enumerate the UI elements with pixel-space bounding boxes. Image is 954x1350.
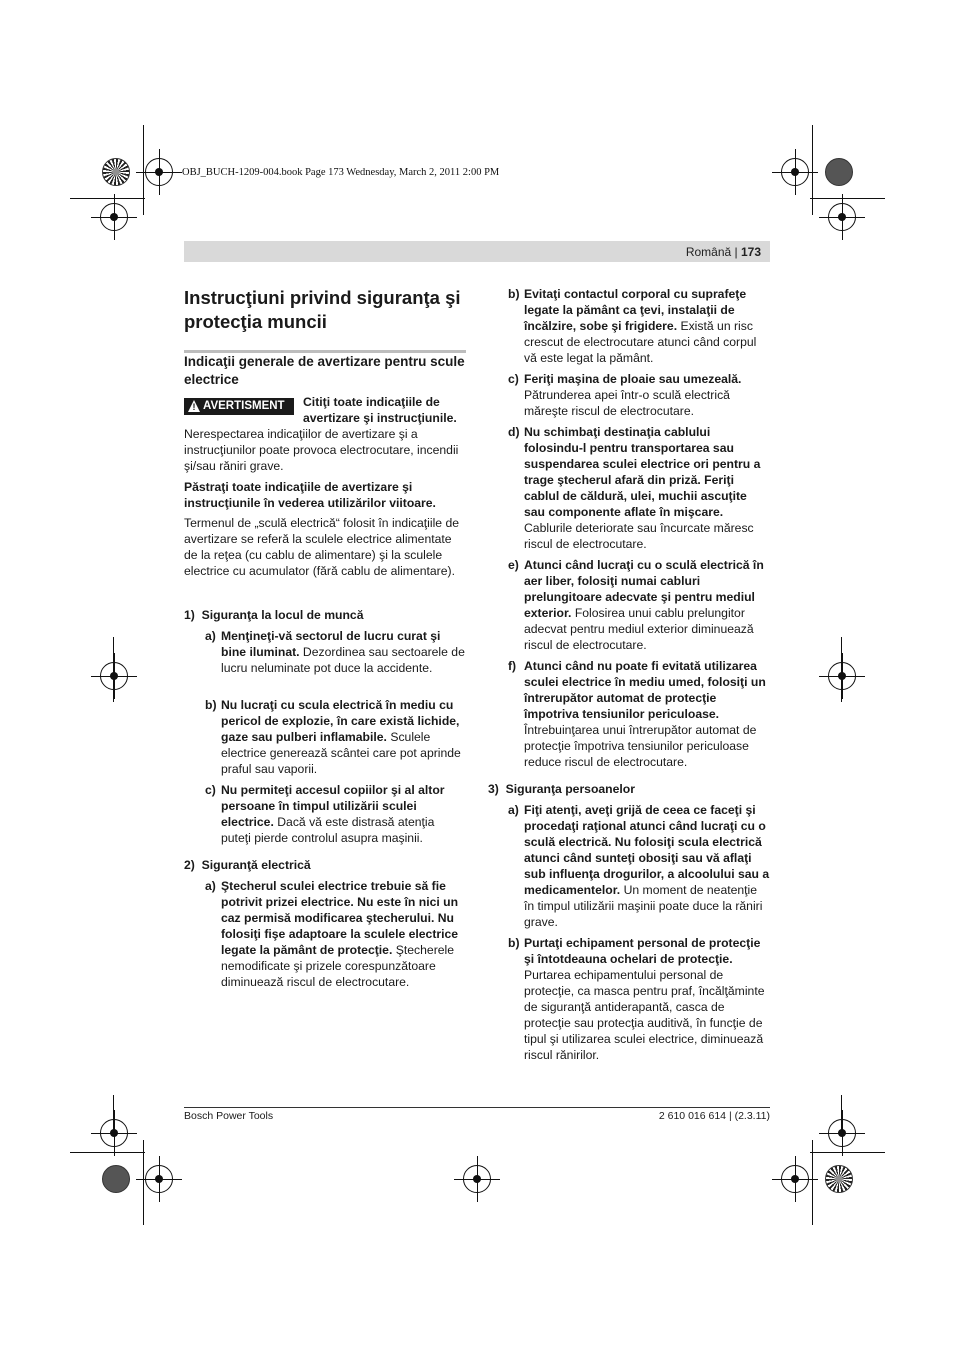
list-item: e) Atunci când lucraţi cu o sculă electrică în aer liber, folosiţi numai cabluri prelungitoare adecvate şi pentru mediul exterior. Folosirea unui cablu prelungitor adecvat pentru mediul exterior diminuează riscul de electrocutare. bbox=[508, 558, 764, 652]
crop-mark bbox=[841, 1095, 842, 1135]
crop-mark bbox=[841, 637, 842, 702]
crosshair-icon bbox=[828, 1119, 856, 1147]
crop-mark bbox=[113, 637, 114, 702]
crosshair-icon bbox=[145, 1165, 173, 1193]
crop-mark bbox=[810, 1152, 885, 1153]
crosshair-icon bbox=[100, 1119, 128, 1147]
keep-instructions: Păstraţi toate indicaţiile de avertizare şi instrucţiunile în vederea utilizărilor viitoare. bbox=[184, 480, 436, 510]
warning-text: Nerespectarea indicaţiilor de avertizare şi a instrucţiunilor poate provoca electrocutare, incendii şi/sau răniri grave. bbox=[184, 427, 459, 473]
list-item: c) Feriţi maşina de ploaie sau umezeală. Pătrunderea apei într-o sculă electrică măreşte riscul de electrocutare. bbox=[508, 372, 742, 418]
footer-brand: Bosch Power Tools bbox=[184, 1110, 274, 1122]
crosshair-icon bbox=[781, 158, 809, 186]
header-text bbox=[686, 245, 761, 259]
definition-text: Termenul de „sculă electrică“ folosit în indicaţiile de avertizare se referă la sculele electrice alimentate de la reţea (cu cablu de alimentare) şi la sculele electrice cu acumulator (fără cablu de alimentare). bbox=[184, 516, 460, 578]
page-header bbox=[184, 241, 770, 262]
section-title: Indicaţii generale de avertizare pentru scule electrice bbox=[184, 354, 465, 387]
crosshair-icon bbox=[145, 158, 173, 186]
list-item: f) Atunci când nu poate fi evitată utilizarea sculei electrice în mediu umed, folosiţi un întrerupător automat de protecţie împotriva tensiunilor periculoase. Întrebuinţarea unui întrerupător automat de protecţie împotriva tensiunilor periculoase reduce riscul de electrocutare. bbox=[508, 659, 766, 769]
crop-mark bbox=[812, 125, 813, 215]
crosshair-icon bbox=[781, 1165, 809, 1193]
list-item: a) Ştecherul sculei electrice trebuie să fie potrivit prizei electrice. Nu este în nici un caz permisă modificarea ştecherului. Nu folosiţi fişe adaptoare la sculele electrice legate la pământ de protecţie. Ştecherele nemodificate şi prizele corespunzătoare diminuează riscul de electrocutare. bbox=[205, 879, 459, 989]
crosshair-icon bbox=[100, 203, 128, 231]
header-language: Română bbox=[685, 245, 732, 259]
list-item: c) Nu permiteţi accesul copiilor şi al altor persoane în timpul utilizării sculei electrice. Dacă vă este distrasă atenţia puteţi pierde controlul asupra maşinii. bbox=[205, 783, 445, 845]
footer-divider bbox=[184, 1107, 770, 1108]
warning-badge-label: AVERTISMENT bbox=[203, 400, 285, 412]
list-item: b) Purtaţi echipament personal de protecţie şi întotdeauna ochelari de protecţie. Purtarea echipamentului personal de protecţie, ca masca pentru praf, încălţăminte de siguranţă antiderapantă, casca de protecţie sau protecţia auditivă, în funcţie de tipul şi utilizarea sculei electrice, diminuează riscul rănirilor. bbox=[508, 936, 765, 1062]
header-separator: | bbox=[731, 245, 741, 259]
registration-rosette-icon bbox=[825, 158, 853, 186]
crop-mark bbox=[810, 198, 885, 199]
section-heading: 2) Siguranţă electrică bbox=[184, 858, 311, 872]
section-heading: 3) Siguranţa persoanelor bbox=[488, 782, 635, 796]
crosshair-icon bbox=[463, 1165, 491, 1193]
list-item: a) Menţineţi-vă sectorul de lucru curat şi bine iluminat. Dezordinea sau sectoarele de lucru neluminate pot duce la accidente. bbox=[205, 629, 465, 675]
crop-mark bbox=[70, 198, 145, 199]
warning-lead: Citiţi toate indicaţiile de avertizare şi instrucţiunile. bbox=[303, 395, 457, 425]
crosshair-icon bbox=[828, 662, 856, 690]
list-item: b) Evitaţi contactul corporal cu suprafeţe legate la pământ ca ţevi, instalaţii de încălzire, sobe şi frigidere. Există un risc crescut de electrocutare atunci când corpul vă este legat la pământ. bbox=[508, 287, 757, 365]
page-title: Instrucţiuni privind siguranţa şi protecţia muncii bbox=[184, 287, 461, 332]
printer-info-line: OBJ_BUCH-1209-004.book Page 173 Wednesday, March 2, 2011 2:00 PM bbox=[182, 167, 500, 178]
section-heading: 1) Siguranţa la locul de muncă bbox=[184, 608, 364, 622]
crop-mark bbox=[143, 125, 144, 215]
footer-doc-number: 2 610 016 614 | (2.3.11) bbox=[658, 1110, 770, 1122]
registration-rosette-icon bbox=[825, 1165, 853, 1193]
list-item: d) Nu schimbaţi destinaţia cablului folosindu-l pentru transportarea sau suspendarea sculei electrice ori pentru a trage ştecherul afară din priză. Feriţi cablul de căldură, ulei, muchii ascuţite sau componente aflate în mişcare. Cablurile deteriorate sau încurcate măresc riscul de electrocutare. bbox=[508, 425, 761, 551]
warning-badge: ! AVERTISMENT bbox=[184, 398, 294, 415]
page-number: 173 bbox=[740, 245, 761, 259]
registration-rosette-icon bbox=[102, 1165, 130, 1193]
crop-mark bbox=[70, 1152, 145, 1153]
registration-rosette-icon bbox=[102, 158, 130, 186]
crosshair-icon bbox=[100, 662, 128, 690]
list-item: a) Fiţi atenţi, aveţi grijă de ceea ce faceţi şi procedaţi raţional atunci când lucraţi cu o sculă electrică. Nu folosiţi scula electrică atunci când sunteţi obosiţi sau vă aflaţi sub influenţa drogurilor, a alcoolului sau a medicamentelor. Un moment de neatenţie în timpul utilizării maşinii poate duce la răniri grave. bbox=[508, 803, 770, 929]
crop-mark bbox=[113, 1095, 114, 1135]
list-item: b) Nu lucraţi cu scula electrică în mediu cu pericol de explozie, în care există lichide, gaze sau pulberi inflamabile. Sculele electrice generează scântei care pot aprinde praful sau vaporii. bbox=[205, 698, 461, 776]
crosshair-icon bbox=[828, 203, 856, 231]
